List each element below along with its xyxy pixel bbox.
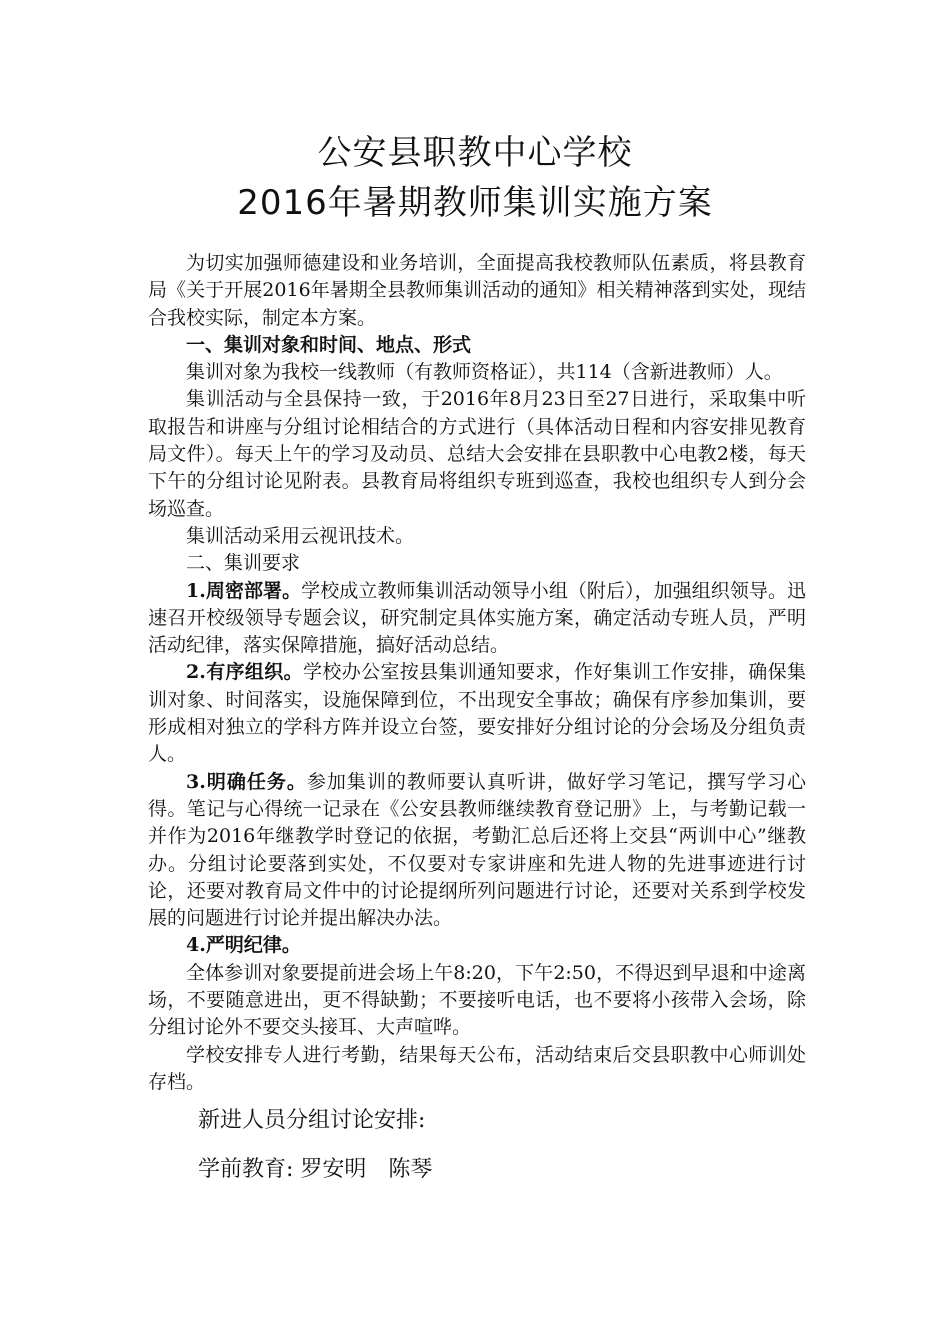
annex-heading: 新进人员分组讨论安排:	[198, 1108, 426, 1133]
document-title-line-1: 公安县职教中心学校	[317, 133, 633, 173]
requirement-item-3	[148, 769, 806, 933]
requirement-item-2	[148, 659, 806, 768]
section-1-paragraph-technology: 集训活动采用云视讯技术。	[186, 524, 415, 547]
section-2-heading: 二、集训要求	[186, 552, 301, 575]
requirement-item-2-label: 2.有序组织。	[186, 661, 303, 684]
requirement-item-3-label: 3.明确任务。	[186, 770, 307, 793]
requirement-item-4-attendance: 学校安排专人进行考勤，结果每天公布，活动结束后交县职教中心师训处存档。	[148, 1043, 806, 1093]
section-1-paragraph-schedule: 集训活动与全县保持一致，于2016年8月23日至27日进行，采取集中听取报告和讲座与分组讨论相结合的方式进行（具体活动日程和内容安排见教育局文件）。每天上午的学习及动员、总结大会安排在县职教中心电教2楼，每天下午的分组讨论见附表。县教育局将组织专班到巡查，我校也组织专人到分会场巡查。	[148, 388, 806, 520]
requirement-item-4-text: 全体参训对象要提前进会场上午8:20，下午2:50，不得迟到早退和中途离场，不要随意进出，更不得缺勤；不要接听电话，也不要将小孩带入会场，除分组讨论外不要交头接耳、大声喧哗。	[148, 961, 806, 1039]
section-1-heading: 一、集训对象和时间、地点、形式	[186, 333, 472, 356]
intro-paragraph: 为切实加强师德建设和业务培训，全面提高我校教师队伍素质，将县教育局《关于开展2016年暑期全县教师集训活动的通知》相关精神落到实处，现结合我校实际，制定本方案。	[148, 252, 806, 329]
annex-group-preschool: 学前教育: 罗安明 陈琴	[198, 1157, 433, 1182]
requirement-item-4-label: 4.严明纪律。	[186, 934, 301, 957]
document-body	[148, 250, 806, 1096]
section-1-paragraph-participants: 集训对象为我校一线教师（有教师资格证），共114（含新进教师）人。	[186, 361, 783, 384]
requirement-item-2-text: 学校办公室按县集训通知要求，作好集训工作安排，确保集训对象、时间落实，设施保障到位，不出现安全事故；确保有序参加集训，要形成相对独立的学科方阵并设立台签，要安排好分组讨论的分会场及分组负责人。	[148, 661, 806, 766]
requirement-item-1-text: 学校成立教师集训活动领导小组（附后），加强组织领导。迅速召开校级领导专题会议，研究制定具体实施方案，确定活动专班人员，严明活动纪律，落实保障措施，搞好活动总结。	[148, 579, 806, 657]
document-title-line-2: 2016年暑期教师集训实施方案	[237, 183, 713, 223]
requirement-item-1-label: 1.周密部署。	[186, 579, 302, 602]
requirement-item-1	[148, 578, 806, 660]
requirement-item-3-text: 参加集训的教师要认真听讲，做好学习笔记，撰写学习心得。笔记与心得统一记录在《公安县教师继续教育登记册》上，与考勤记载一并作为2016年继教学时登记的依据，考勤汇总后还将上交县“两训中心”继教办。分组讨论要落到实处，不仅要对专家讲座和先进人物的先进事迹进行讨论，还要对教育局文件中的讨论提纲所列问题进行讨论，还要对关系到学校发展的问题进行讨论并提出解决办法。	[148, 770, 806, 930]
